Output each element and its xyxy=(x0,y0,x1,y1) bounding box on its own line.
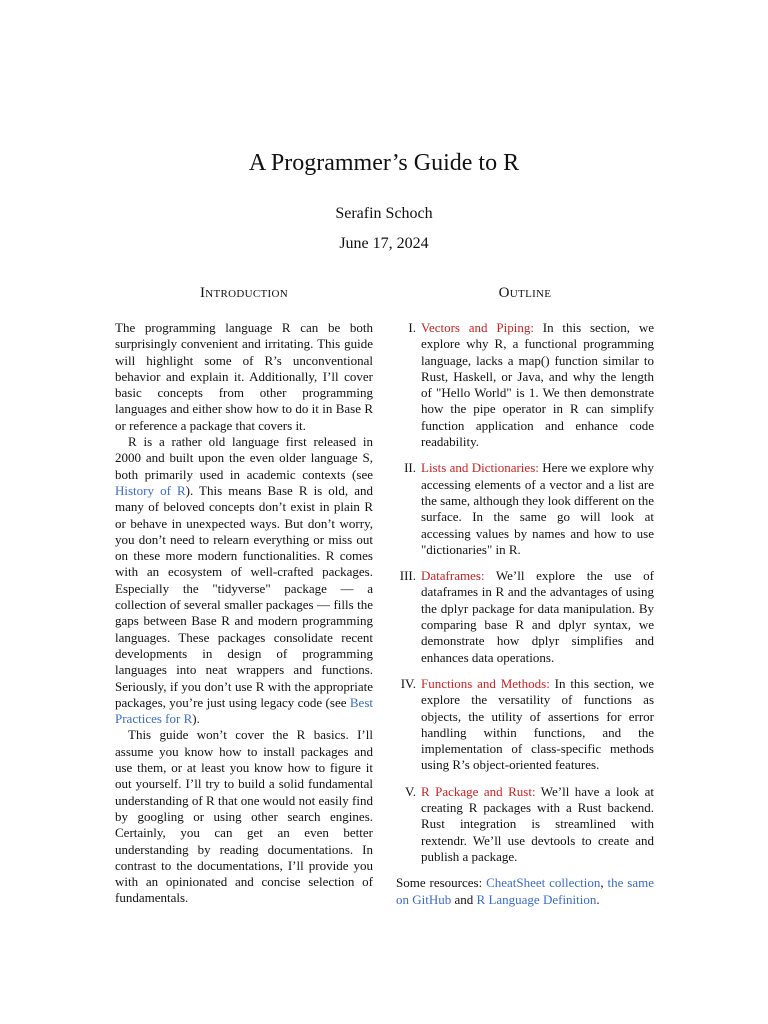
resources-separator: , xyxy=(600,875,608,891)
outline-list xyxy=(396,320,654,865)
resources-prefix: Some resources: xyxy=(396,875,487,891)
best-practices-link[interactable]: Best Practices for R xyxy=(115,694,373,727)
introduction-heading: Introduction xyxy=(199,285,289,301)
cheatsheet-collection-link[interactable]: CheatSheet collection xyxy=(486,875,601,891)
resources-suffix: . xyxy=(596,891,600,907)
outline-item-lists xyxy=(396,460,654,558)
introduction-column xyxy=(115,283,373,907)
outline-item-title-link[interactable]: R Package and Rust: xyxy=(421,783,536,799)
outline-item-dataframes xyxy=(396,568,654,666)
paper-author: Serafin Schoch xyxy=(335,205,433,222)
paragraph-2-text-b: ). This means Base R is old, and many of beloved concepts don’t exist in plain R or behave in unexpected ways. But don’t worry, you don’t need to relearn everything or miss out on these more modern functionalities. R comes with an ecosystem of well-crafted packages. Especially the "tidyverse" package — a collection of several smaller packages — fills the gaps between Base R and modern programming languages. These packages consolidate recent developments in design of programming languages into neat wrappers and functions. Seriously, if you don’t use R with the appropriate packages, you’re just using legacy code (see xyxy=(115,482,374,710)
outline-item-rust xyxy=(396,784,654,865)
resources-separator: and xyxy=(451,891,477,907)
outline-column xyxy=(396,283,654,908)
introduction-paragraph-1: The programming language R can be both surprisingly convenient and irritating. This guide will highlight some of R’s unconventional behavior and explain it. Additionally, I’ll cover basic concepts from other programming languages and either show how to do it in Base R or reference a package that covers it. xyxy=(115,320,373,433)
introduction-paragraph-3: This guide won’t cover the R basics. I’ll assume you know how to install packages and use them, or at least you know how to figure it out yourself. I’ll try to build a solid fundamental understanding of R that one would not easily find by googling or using other search engines. Certainly, you can get an even better understanding by reading documentations. In contrast to the documentations, I’ll provide you with an opinionated and concise selection of fundamentals. xyxy=(115,727,373,906)
outline-item-title-link[interactable]: Lists and Dictionaries: xyxy=(421,460,539,476)
outline-item-title-link[interactable]: Functions and Methods: xyxy=(421,675,550,691)
paper-title: A Programmer’s Guide to R xyxy=(248,150,520,176)
outline-item-number: IV. xyxy=(400,675,416,691)
outline-item-text: Here we explore why accessing elements of a vector and a list are the same, although they look different on the surface. In the same go will look at accessing values by names and how to use "dictionaries" in R. xyxy=(421,460,654,557)
paper-date: June 17, 2024 xyxy=(339,235,429,252)
outline-item-title-link[interactable]: Vectors and Piping: xyxy=(421,320,534,335)
paragraph-2-text-a: R is a rather old language first released in 2000 and built upon the even older language S, both primarily used in academic contexts (see xyxy=(115,434,373,482)
resources-paragraph xyxy=(396,875,654,908)
outline-item-functions xyxy=(396,676,654,774)
outline-item-number: V. xyxy=(405,783,416,799)
outline-item-text: In this section, we explore why R, a functional programming language, lacks a map() function similar to Rust, Haskell, or Java, and why the length of "Hello World" is 1. We then demonstrate how the pipe operator in R can simplify function application and enhance code readability. xyxy=(421,320,654,450)
outline-item-number: III. xyxy=(399,568,416,584)
outline-item-number: I. xyxy=(408,320,416,335)
outline-item-title-link[interactable]: Dataframes: xyxy=(421,568,485,584)
outline-item-text: We’ll explore the use of dataframes in R and the advantages of using the dplyr package for data manipulation. By comparing base R and dplyr syntax, we demonstrate how dplyr simplifies and enhances data operations. xyxy=(421,568,654,665)
github-link[interactable]: the same on GitHub xyxy=(396,875,654,907)
outline-heading: Outline xyxy=(498,285,552,301)
outline-item-number: II. xyxy=(404,460,416,476)
outline-item-text: We’ll have a look at creating R packages with a Rust backend. Rust integration is streamlined with rextendr. We’ll use devtools to create and publish a package. xyxy=(421,783,654,864)
introduction-paragraph-2 xyxy=(115,434,373,727)
r-language-definition-link[interactable]: R Language Definition xyxy=(476,891,597,907)
outline-item-vectors xyxy=(396,320,654,450)
history-of-r-link[interactable]: History of R xyxy=(115,482,186,498)
outline-item-text: In this section, we explore the versatility of functions as objects, the utility of assertions for error handling within functions, and the implementation of class-specific methods using R’s object-oriented features. xyxy=(421,675,654,773)
paragraph-2-text-c: ). xyxy=(192,711,200,727)
